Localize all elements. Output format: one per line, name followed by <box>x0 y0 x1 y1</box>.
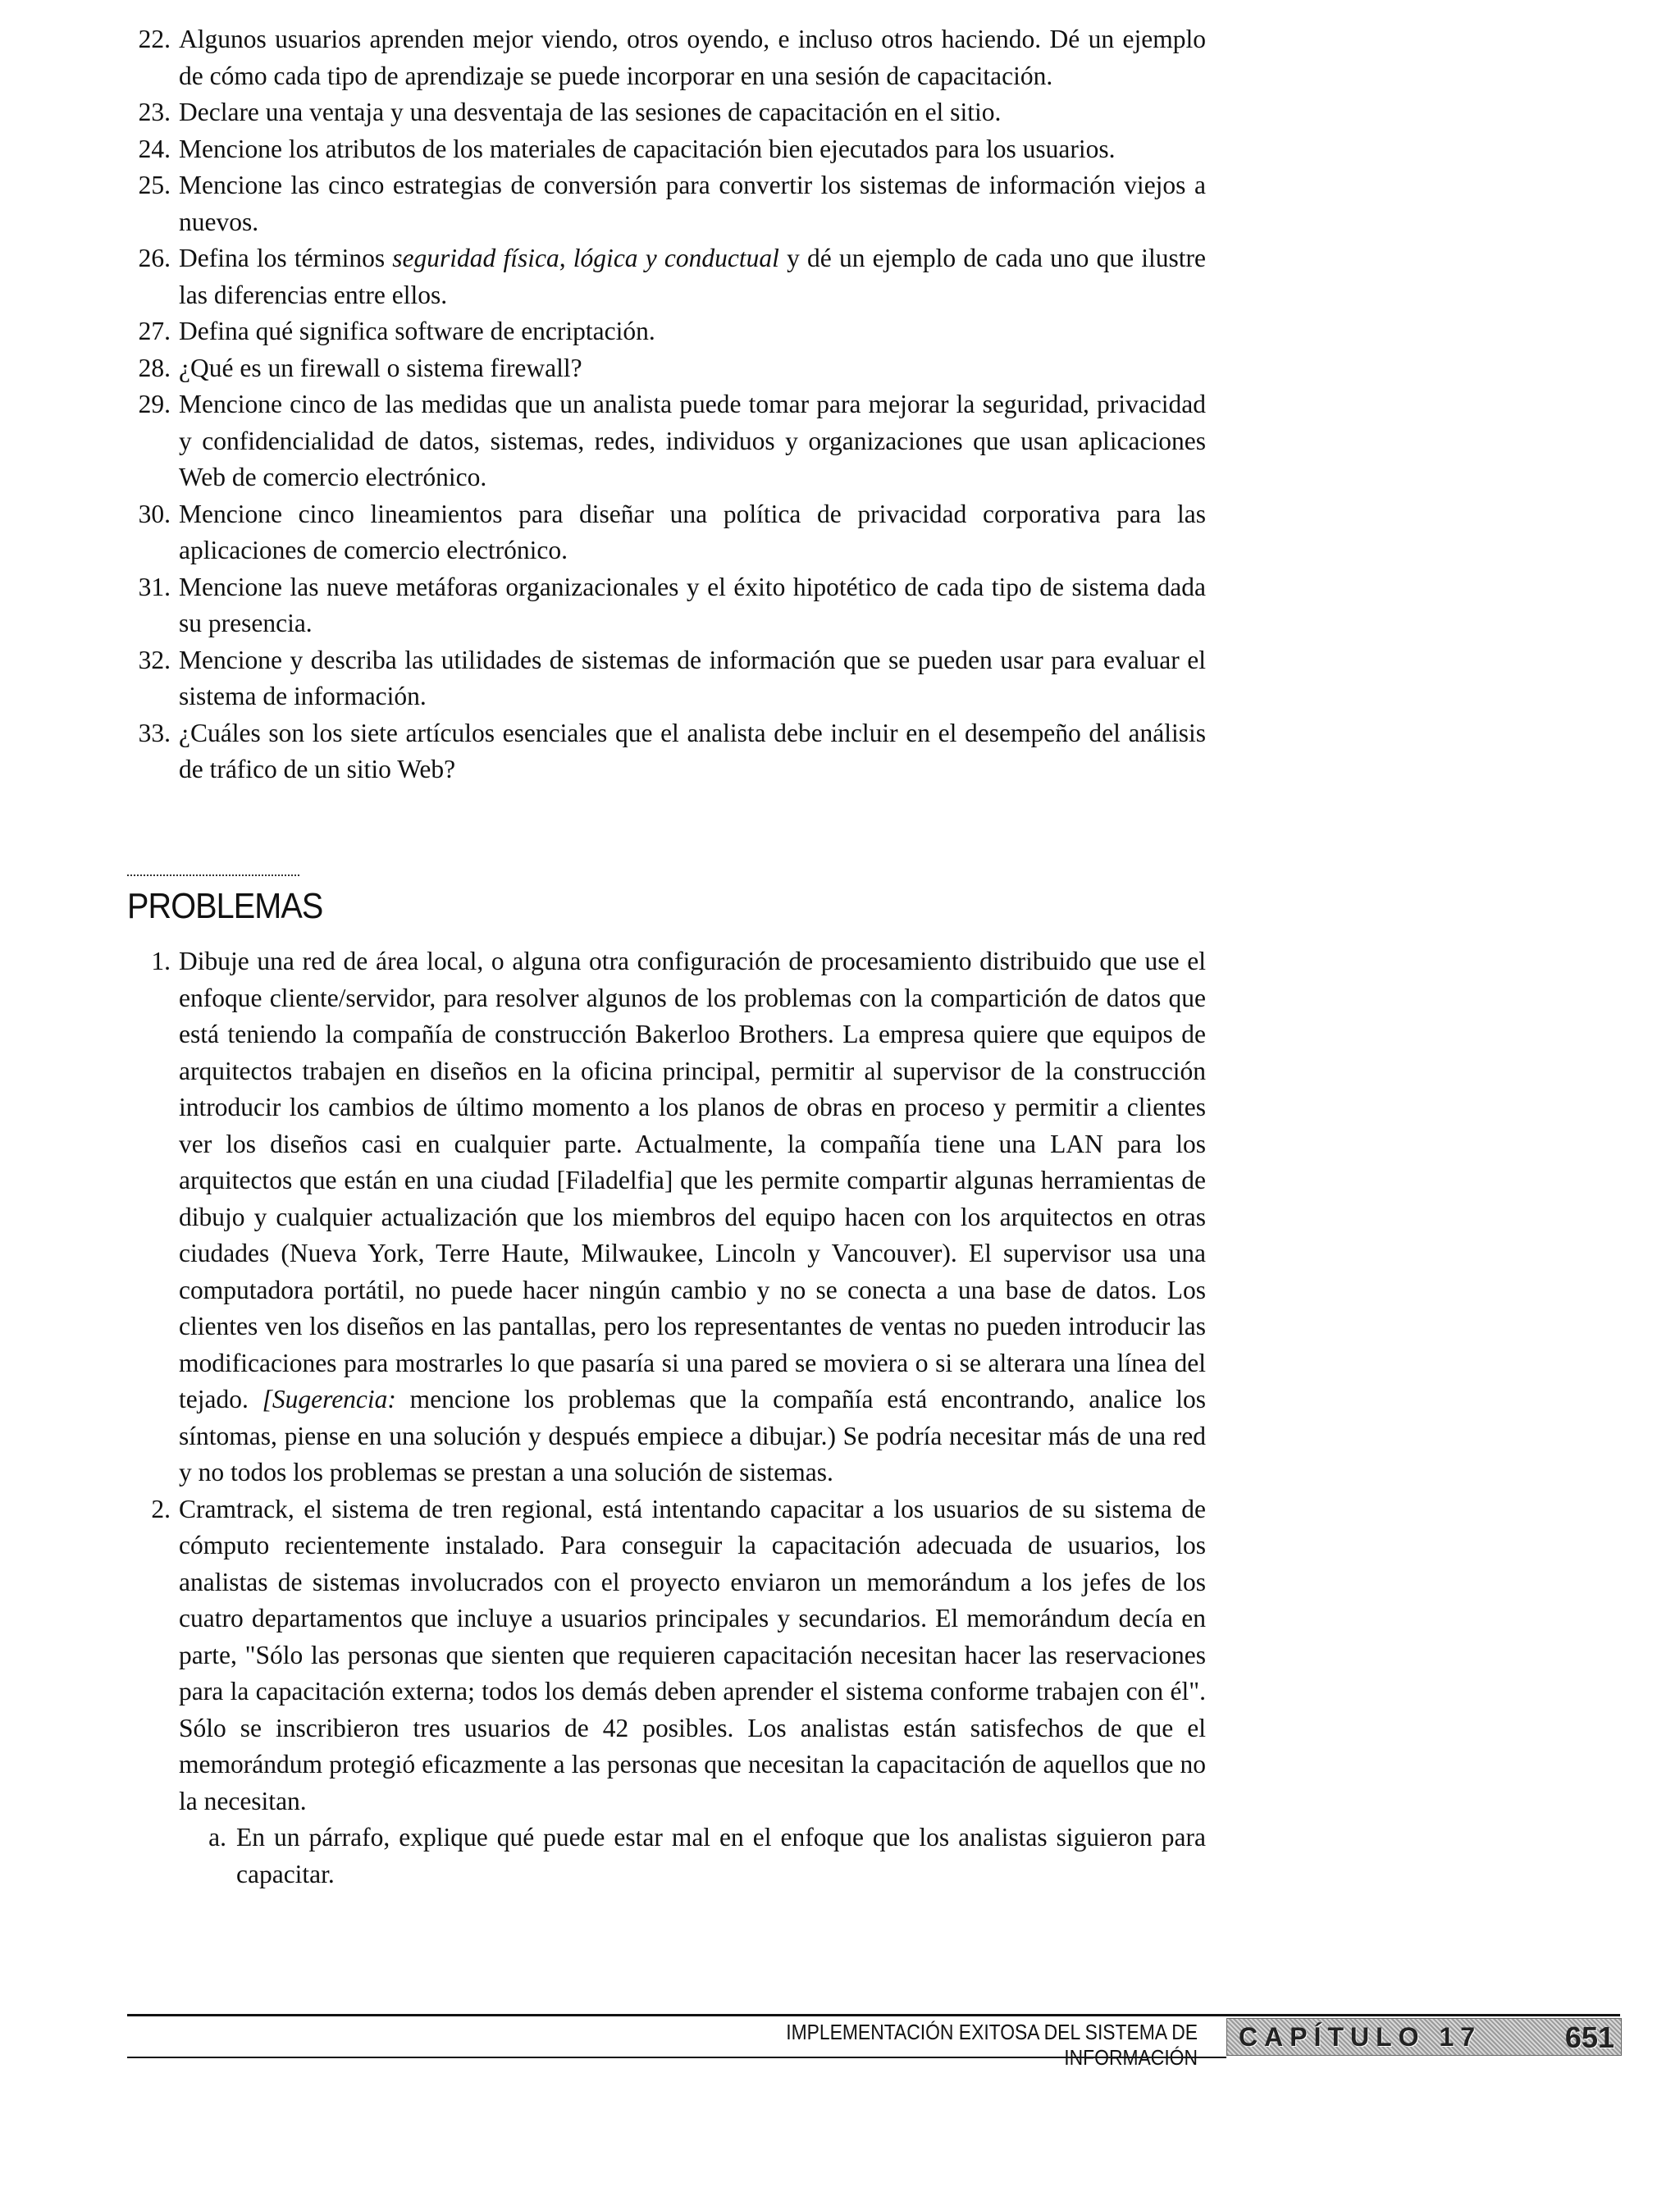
question-31 <box>123 569 1206 642</box>
question-number: 23. <box>138 98 171 126</box>
question-number: 33. <box>138 718 171 747</box>
question-29 <box>123 386 1206 496</box>
page-number: 651 <box>1564 2021 1614 2054</box>
question-number: 30. <box>138 499 171 528</box>
question-27 <box>123 313 1206 350</box>
question-text: y dé un ejemplo de cada uno que ilustre las diferencias entre ellos. <box>179 244 1206 309</box>
question-28 <box>123 350 1206 387</box>
question-number: 29. <box>138 390 171 418</box>
question-26 <box>123 240 1206 313</box>
question-number: 28. <box>138 353 171 382</box>
question-text: Mencione las cinco estrategias de conversión para convertir los sistemas de información viejos a nuevos. <box>179 171 1206 236</box>
problems-list <box>123 943 1206 1893</box>
question-text: Defina los términos <box>179 244 393 272</box>
footer-rule <box>127 2014 1620 2016</box>
question-text: Mencione las nueve metáforas organizacionales y el éxito hipotético de cada tipo de sistema dada su presencia. <box>179 572 1206 637</box>
problem-number: 2. <box>151 1494 171 1523</box>
question-text: Mencione y describa las utilidades de sistemas de información que se pueden usar para evaluar el sistema de información. <box>179 645 1206 710</box>
question-30 <box>123 496 1206 569</box>
question-text: ¿Qué es un firewall o sistema firewall? <box>179 353 582 382</box>
running-title: IMPLEMENTACIÓN EXITOSA DEL SISTEMA DE INFORMACIÓN <box>786 2020 1198 2070</box>
problem-1 <box>123 943 1206 1491</box>
chapter-label: CAPÍTULO 17 <box>1239 2022 1482 2052</box>
question-24 <box>123 131 1206 168</box>
question-text-italic: seguridad física, lógica y conductual <box>392 244 779 272</box>
question-text: Algunos usuarios aprenden mejor viendo, otros oyendo, e incluso otros haciendo. Dé un ejemplo de cómo cada tipo de aprendizaje se puede incorporar en una sesión de capacitación. <box>179 25 1206 90</box>
question-number: 22. <box>138 25 171 53</box>
question-number: 27. <box>138 317 171 345</box>
section-title: PROBLEMAS <box>127 886 323 926</box>
question-text: ¿Cuáles son los siete artículos esenciales que el analista debe incluir en el desempeño del análisis de tráfico de un sitio Web? <box>179 718 1206 783</box>
question-number: 25. <box>138 171 171 199</box>
subitem-text: En un párrafo, explique qué puede estar mal en el enfoque que los analistas siguieron para capacitar. <box>236 1823 1206 1888</box>
problem-2-subitem-a <box>123 1820 1206 1893</box>
question-text: Mencione los atributos de los materiales de capacitación bien ejecutados para los usuarios. <box>179 134 1116 163</box>
problem-text: mencione los problemas que la compañía está encontrando, analice los síntomas, piense en una solución y después empiece a dibujar.) Se podría necesitar más de una red y no todos los problemas se prestan a una solución de sistemas. <box>179 1385 1207 1486</box>
problem-text-italic: [Sugerencia: <box>262 1385 396 1413</box>
problem-text: Cramtrack, el sistema de tren regional, está intentando capacitar a los usuarios de su sistema de cómputo recientemente instalado. Para conseguir la capacitación adecuada de usuarios, los analistas de sistemas involucrados con el proyecto enviaron un memorándum a los jefes de los cuatro departamentos que incluye a usuarios principales y secundarios. El memorándum decía en parte, "Sólo las personas que sienten que requieren capacitación necesitan hacer las reservaciones para la capacitación externa; todos los demás deben aprender el sistema conforme trabajen con él". Sólo se inscribieron tres usuarios de 42 posibles. Los analistas están satisfechos de que el memorándum protegió eficazmente a las personas que necesitan la capacitación de aquellos que no la necesitan. <box>179 1494 1206 1815</box>
problem-text: Dibuje una red de área local, o alguna otra configuración de procesamiento distribuido que use el enfoque cliente/servidor, para resolver algunos de los problemas con la compartición de datos que está teniendo la compañía de construcción Bakerloo Brothers. La empresa quiere que equipos de arquitectos trabajen en diseños en la oficina principal, permitir al supervisor de la construcción introducir los cambios de último momento a los planos de obras en proceso y permitir a clientes ver los diseños casi en cualquier parte. Actualmente, la compañía tiene una LAN para los arquitectos que están en una ciudad [Filadelfia] que les permite compartir algunas herramientas de dibujo y cualquier actualización que los miembros del equipo hacen con los arquitectos en otras ciudades (Nueva York, Terre Haute, Milwaukee, Lincoln y Vancouver). El supervisor usa una computadora portátil, no puede hacer ningún cambio y no se conecta a una base de datos. Los clientes ven los diseños en las pantallas, pero los representantes de ventas no pueden introducir las modificaciones para mostrarles lo que pasaría si una pared se moviera o si se alterara una línea del tejado. <box>179 947 1206 1413</box>
chapter-tab <box>1226 2018 1622 2056</box>
question-text: Defina qué significa software de encriptación. <box>179 317 655 345</box>
question-22 <box>123 21 1206 94</box>
question-number: 24. <box>138 134 171 163</box>
question-text: Declare una ventaja y una desventaja de las sesiones de capacitación en el sitio. <box>179 98 1002 126</box>
problem-2 <box>123 1491 1206 1820</box>
question-number: 32. <box>138 645 171 674</box>
subitem-letter: a. <box>208 1823 226 1852</box>
question-33 <box>123 715 1206 788</box>
question-text: Mencione cinco lineamientos para diseñar una política de privacidad corporativa para las aplicaciones de comercio electrónico. <box>179 499 1206 564</box>
question-23 <box>123 94 1206 131</box>
question-25 <box>123 167 1206 240</box>
section-divider <box>127 874 299 876</box>
problem-number: 1. <box>151 947 171 975</box>
question-32 <box>123 642 1206 715</box>
question-number: 31. <box>138 572 171 601</box>
question-number: 26. <box>138 244 171 272</box>
review-questions-list <box>123 21 1206 788</box>
question-text: Mencione cinco de las medidas que un analista puede tomar para mejorar la seguridad, privacidad y confidencialidad de datos, sistemas, redes, individuos y organizaciones que usan aplicaciones Web de comercio electrónico. <box>179 390 1206 491</box>
